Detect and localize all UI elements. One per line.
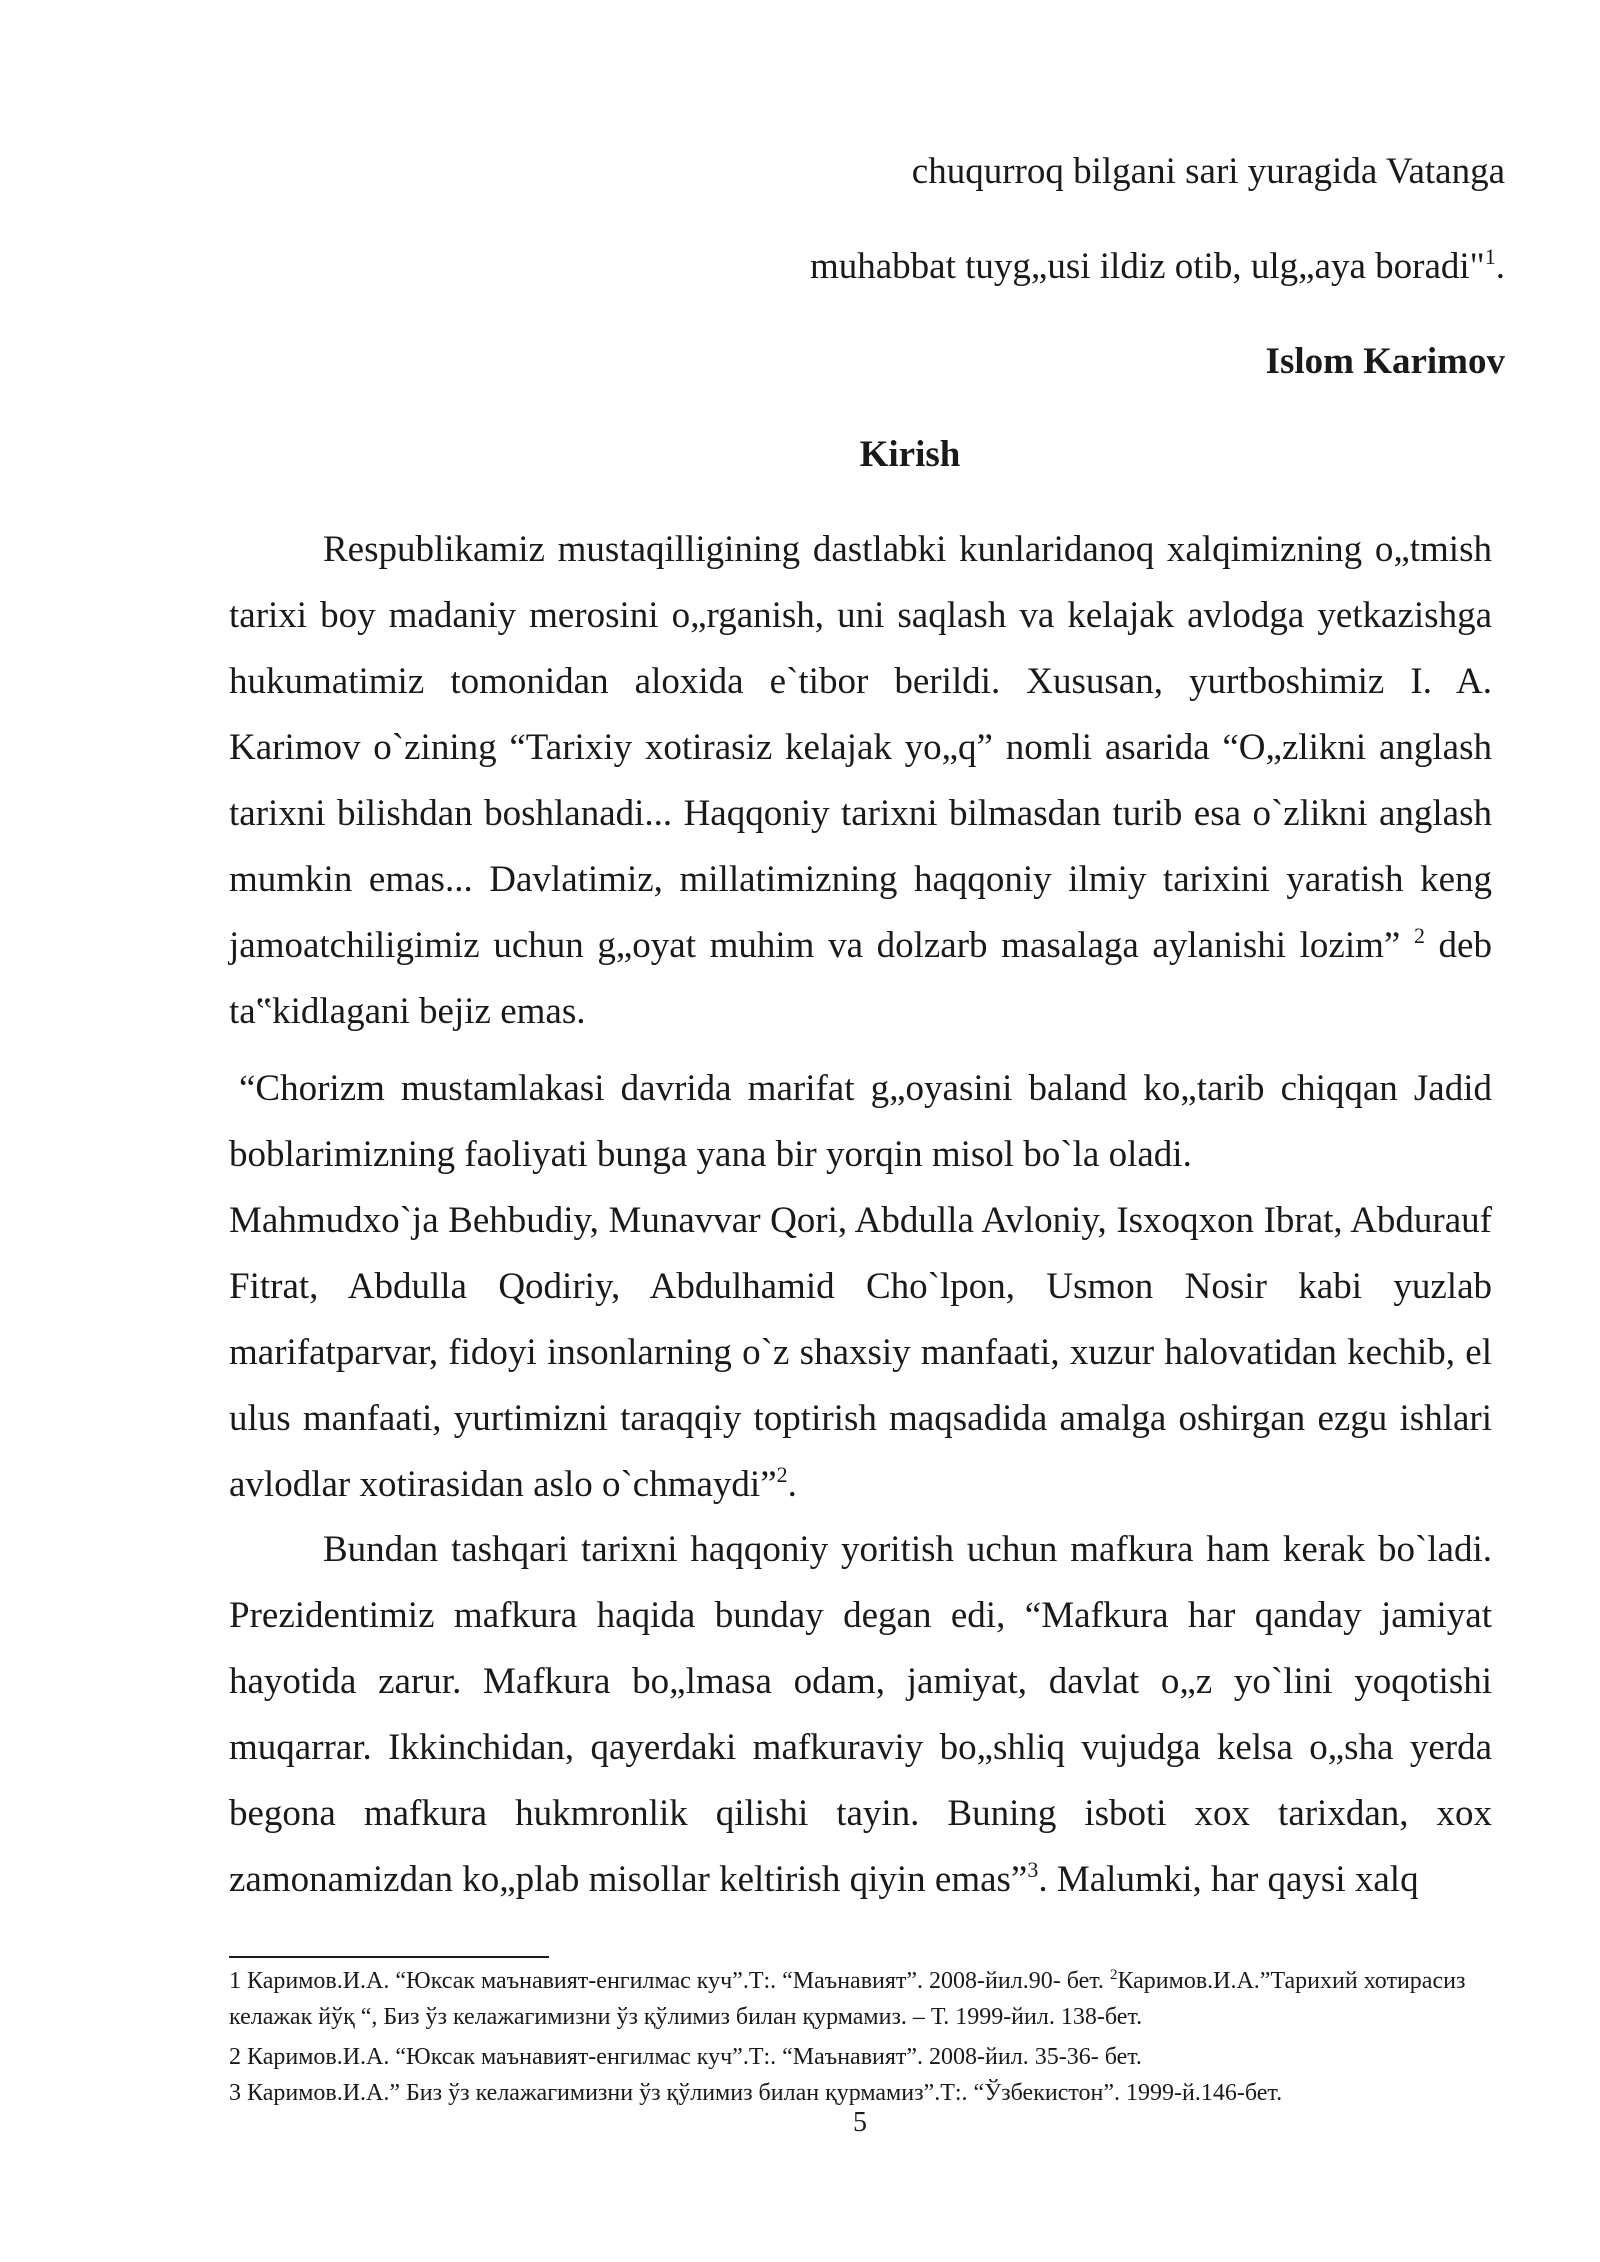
- footnote-ref: 3: [1027, 1857, 1039, 1882]
- section-title: Kirish: [859, 434, 961, 475]
- footnote-1: 1 Каримов.И.А. “Юксак маънавият-енгилмас куч”.Т:. “Маънавият”. 2008-йил.90- бет. $^2$Каримов.И.А.”Тарихий хотирасиз келажак йўқ “, Биз ўз келажагимизни ўз қўлимиз билан қурмамиз. – Т. 1999-йил. 138-бет.: [229, 1967, 1466, 2030]
- footnote-ref: 2: [1413, 923, 1425, 948]
- epigraph-line-2: muhabbat tuyg„usi ildiz otib, ulg„aya boradi"$^1$.: [809, 244, 1505, 287]
- footnotes: [229, 1963, 1492, 2111]
- footnote-separator: [229, 1956, 549, 1958]
- paragraph-3: Mahmudxo`ja Behbudiy, Munavvar Qori, Abdulla Avloniy, Isxoqxon Ibrat, Abdurauf Fitrat, Abdulla Qodiriy, Abdulhamid Cho`lpon, Usmon Nosir kabi yuzlab marifatparvar, fidoyi insonlarning o`z shaxsiy manfaati, xuzur halovatidan kechib, el ulus manfaati, yurtimizni taraqqiy toptirish maqsadida amalga oshirgan ezgu ishlari avlodlar xotirasidan aslo o`chmaydi”$^2$.: [229, 1200, 1492, 1505]
- epigraph-author: Islom Karimov: [1265, 341, 1505, 382]
- footnote-2: 2 Каримов.И.А. “Юксак маънавият-енгилмас куч”.Т:. “Маънавият”. 2008-йил. 35-36- бет.: [229, 2044, 1142, 2070]
- page-number: 5: [853, 2107, 867, 2138]
- footnote-ref: 2: [776, 1462, 788, 1487]
- epigraph-line-1: chuqurroq bilgani sari yuragida Vatanga: [911, 151, 1505, 192]
- paragraph-4: Bundan tashqari tarixni haqqoniy yoritish uchun mafkura ham kerak bo`ladi. Prezidentimiz mafkura haqida bunday degan edi, “Mafkura har qanday jamiyat hayotida zarur. Mafkura bo„lmasa odam, jamiyat, davlat o„z yo`lini yoqotishi muqarrar. Ikkinchidan, qayerdaki mafkuraviy bo„shliq vujudga kelsa o„sha yerda begona mafkura hukmronlik qilishi tayin. Buning isboti xox tarixdan, xox zamonamizdan ko„plab misollar keltirish qiyin emas”$^3$. Malumki, har qaysi xalq: [229, 1529, 1492, 1900]
- footnote-ref: 1: [1484, 244, 1496, 269]
- footnote-ref: 2: [1109, 1967, 1118, 1983]
- footnote-3: 3 Каримов.И.А.” Биз ўз келажагимизни ўз қўлимиз билан қурмамиз”.Т:. “Ўзбекистон”. 1999-й.146-бет.: [229, 2080, 1283, 2106]
- paragraph-2: “Chorizm mustamlakasi davrida marifat g„oyasini baland ko„tarib chiqqan Jadid boblarimizning faoliyati bunga yana bir yorqin misol bo`la oladi.: [229, 1068, 1492, 1175]
- paragraph-1: Respublikamiz mustaqilligining dastlabki kunlaridanoq xalqimizning o„tmish tarixi boy madaniy merosini o„rganish, uni saqlash va kelajak avlodga yetkazishga hukumatimiz tomonidan aloxida e`tibor berildi. Xususan, yurtboshimiz I. A. Karimov o`zining “Tarixiy xotirasiz kelajak yo„q” nomli asarida “O„zlikni anglash tarixni bilishdan boshlanadi... Haqqoniy tarixni bilmasdan turib esa o`zlikni anglash mumkin emas... Davlatimiz, millatimizning haqqoniy ilmiy tarixini yaratish keng jamoatchiligimiz uchun g„oyat muhim va dolzarb masalaga aylanishi lozim” $^2$ deb ta‟kidlagani bejiz emas.: [229, 529, 1492, 1032]
